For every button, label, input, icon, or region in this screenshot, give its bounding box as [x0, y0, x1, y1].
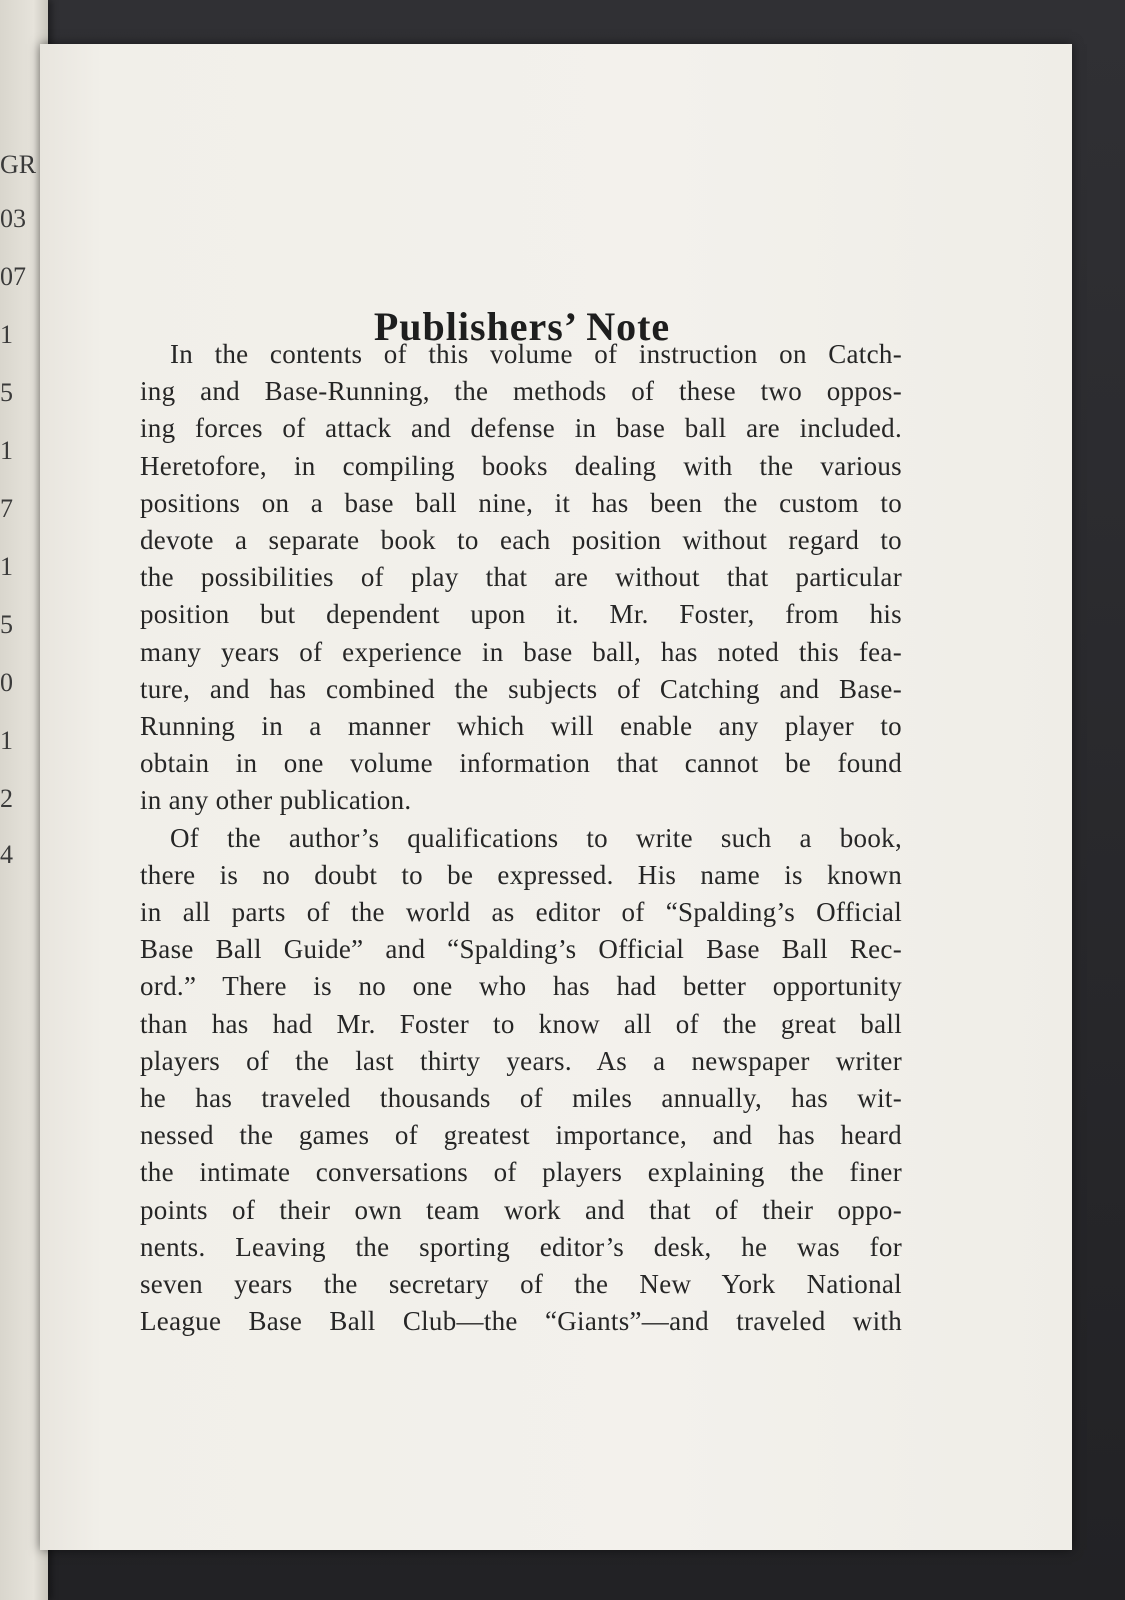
facing-page-number: 1 [0, 552, 13, 581]
text-line: ord.” There is no one who has had better opportunity [140, 971, 902, 1002]
text-line: in all parts of the world as editor of “Spalding’s Official [140, 897, 902, 928]
text-line: ture, and has combined the subjects of Catching and Base- [140, 673, 902, 704]
body-text [140, 336, 902, 1340]
text-line: the intimate conversations of players explaining the finer [140, 1157, 902, 1188]
text-line: Of the author’s qualifications to write such a book, [170, 822, 902, 853]
text-line: Running in a manner which will enable any player to [140, 711, 902, 742]
text-line: Heretofore, in compiling books dealing with the various [140, 450, 902, 481]
text-line: League Base Ball Club—the “Giants”—and traveled with [140, 1306, 902, 1337]
facing-page-number: 03 [0, 204, 26, 233]
facing-page-number: GR [0, 150, 37, 179]
text-line: nessed the games of greatest importance, and has heard [140, 1120, 902, 1151]
text-line: the possibilities of play that are without that particular [140, 562, 902, 593]
text-line: position but dependent upon it. Mr. Foster, from his [140, 599, 902, 630]
facing-page-number: 07 [0, 262, 26, 291]
page-title: Publishers’ Note [373, 303, 671, 349]
text-line: positions on a base ball nine, it has been the custom to [140, 487, 902, 518]
text-line: obtain in one volume information that cannot be found [140, 748, 902, 779]
text-line: seven years the secretary of the New York National [140, 1269, 902, 1300]
facing-page-number: 7 [0, 494, 13, 523]
facing-page-number: 5 [0, 378, 13, 407]
text-line: he has traveled thousands of miles annually, has wit- [140, 1083, 902, 1114]
text-line: devote a separate book to each position without regard to [140, 525, 902, 556]
text-line: players of the last thirty years. As a newspaper writer [140, 1045, 902, 1076]
text-line: nents. Leaving the sporting editor’s desk, he was for [140, 1231, 902, 1262]
text-line: points of their own team work and that of their oppo- [140, 1194, 902, 1225]
text-line: Base Ball Guide” and “Spalding’s Official Base Ball Rec- [140, 934, 902, 965]
facing-page-number: 0 [0, 668, 13, 697]
text-line: ing forces of attack and defense in base ball are included. [140, 413, 902, 444]
text-line: there is no doubt to be expressed. His name is known [140, 859, 902, 890]
facing-page-number: 1 [0, 320, 13, 349]
facing-page-numbers [0, 0, 40, 1600]
facing-page-number: 5 [0, 610, 13, 639]
text-line: In the contents of this volume of instruction on Catch- [170, 339, 902, 369]
facing-page-number: 2 [0, 784, 13, 813]
text-line: than has had Mr. Foster to know all of the great ball [140, 1008, 902, 1039]
text-line: ing and Base-Running, the methods of these two oppos- [140, 376, 902, 407]
facing-page-number: 1 [0, 726, 13, 755]
text-line: many years of experience in base ball, has noted this fea- [140, 636, 902, 667]
facing-page-number: 4 [0, 840, 13, 869]
text-line: in any other publication. [140, 785, 412, 816]
facing-page-number: 1 [0, 436, 13, 465]
